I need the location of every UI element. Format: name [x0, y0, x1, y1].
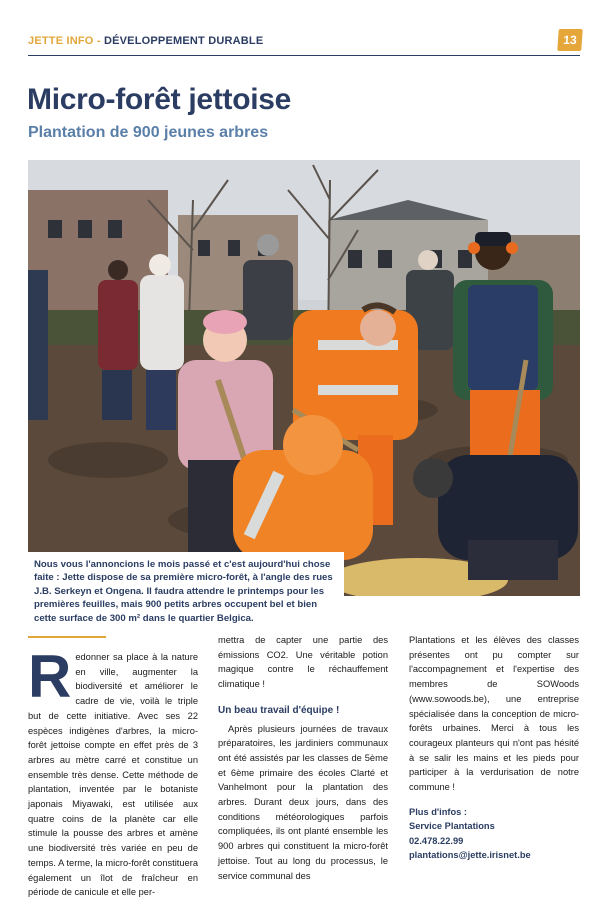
- article-title: Micro-forêt jettoise: [27, 83, 292, 116]
- planting-photo: [28, 160, 580, 596]
- section-header: [28, 35, 263, 47]
- column-1-text: edonner sa place à la nature en ville, augmenter la biodiversité et améliorer le cadre de vie, voilà le triple but de cette initiative. Avec ses 22 espèces indigènes d'arbres, la micro-forêt jettoise compte en effet près de 3 arbres au mètre carré et constitue un ensemble très dense. Cette méthode de plantation, inventée par le botaniste japonais Miyawaki, est utilisée aux quatre coins de la planète car elle stimule la pousse des arbres et amène une biodiversité très variée en peu de temps. A terme, la micro-forêt constituera également un îlot de fraîcheur en période de canicule et elle per-: [28, 652, 198, 898]
- header-rule: [28, 55, 580, 56]
- info-title: Plus d'infos :: [409, 806, 467, 817]
- column-2-text-2: Après plusieurs journées de travaux préparatoires, les jardiniers communaux ont été assistés par les classes de 5ème et 6ème primaire des écoles Clarté et Vanhelmont pour la plantation des arbres. Durant deux jours, dans des conditions météorologiques parfois compliquées, ils ont planté ensemble les 900 arbres qui constituent la micro-forêt jettoise. Tout au long du processus, le service communal des: [218, 723, 388, 881]
- info-phone: 02.478.22.99: [409, 835, 464, 846]
- column-2: [218, 633, 388, 883]
- info-email: plantations@jette.irisnet.be: [409, 850, 531, 861]
- column-1: [28, 643, 198, 900]
- photo-caption: Nous vous l'annoncions le mois passé et c'est aujourd'hui chose faite : Jette dispose de sa première micro-forêt, à l'angle des rues J.B. Serkeyn et Ongena. Il faudra attendre le printemps pour les premières feuilles, mais 900 petits arbres occupent bel et bien cette surface de 300 m² dans le quartier Belgica.: [28, 552, 344, 628]
- info-service: Service Plantations: [409, 821, 495, 832]
- planting-photo-illustration: [28, 160, 580, 596]
- section-topic: DÉVELOPPEMENT DURABLE: [103, 35, 264, 47]
- section-subheading: Un beau travail d'équipe !: [218, 704, 340, 716]
- page-number-badge: 13: [557, 29, 583, 51]
- header-separator: -: [93, 35, 104, 47]
- column-2-text: mettra de capter une partie des émissions CO2. Une véritable potion magique contre le réchauffement climatique !: [218, 635, 388, 690]
- accent-rule: [28, 636, 106, 638]
- drop-cap: R: [28, 643, 72, 710]
- info-box: [409, 805, 579, 863]
- column-3-text: Plantations et les élèves des classes présentes ont pu compter sur l'accompagnement et l'expertise des membres de SOWoods (www.sowoods.be), une entreprise spécialisée dans la conception de micro-forêts urbaines. Merci à tous les courageux planteurs qui n'ont pas hésité à se salir les mains et les pieds pour participer à la verdurisation de notre commune !: [409, 635, 579, 793]
- column-3: [409, 633, 579, 863]
- section-name: JETTE INFO: [28, 35, 94, 47]
- article-subtitle: Plantation de 900 jeunes arbres: [28, 124, 269, 141]
